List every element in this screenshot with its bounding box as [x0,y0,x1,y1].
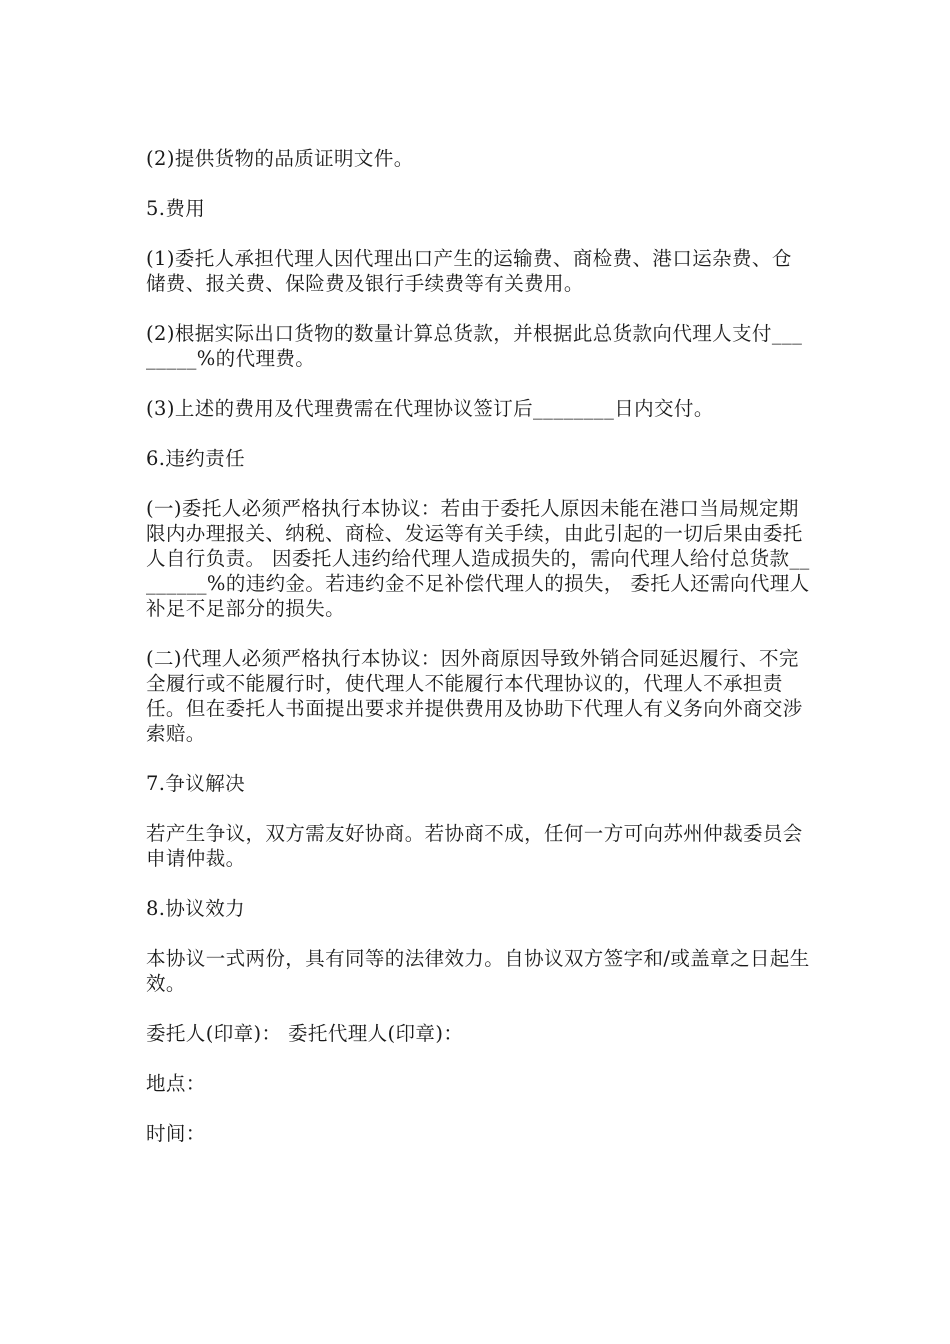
clause-fees-2: (2)根据实际出口货物的数量计算总货款，并根据此总货款向代理人支付________%的代理费。 [146,322,803,370]
section-heading-fees: 5.费用 [146,197,206,220]
section-heading-liability: 6.违约责任 [146,447,246,470]
clause-fees-1: (1)委托人承担代理人因代理出口产生的运输费、商检费、港口运杂费、仓储费、报关费、保险费及银行手续费等有关费用。 [146,247,792,295]
clause-fees-3: (3)上述的费用及代理费需在代理协议签订后________日内交付。 [146,397,714,420]
section-heading-dispute: 7.争议解决 [146,772,246,795]
section-heading-effect: 8.协议效力 [146,897,246,920]
clause-liability-2: (二)代理人必须严格执行本协议：因外商原因导致外销合同延迟履行、不完全履行或不能履行时，使代理人不能履行本代理协议的，代理人不承担责任。但在委托人书面提出要求并提供费用及协助下代理人有义务向外商交涉索赔。 [146,647,803,745]
clause-5-quality-certificate: (2)提供货物的品质证明文件。 [146,147,414,170]
time-line: 时间： [146,1122,206,1145]
place-line: 地点： [146,1072,206,1095]
document-body [146,146,811,1146]
clause-liability-1: (一)委托人必须严格执行本协议：若由于委托人原因未能在港口当局规定期限内办理报关、纳税、商检、发运等有关手续，由此引起的一切后果由委托人自行负责。 因委托人违约给代理人造成损失的，需向代理人给付总货款________%的违约金。若违约金不足补偿代理人的损失， 委托人还需向代理人补足不足部分的损失。 [146,497,810,620]
clause-dispute: 若产生争议，双方需友好协商。若协商不成，任何一方可向苏州仲裁委员会申请仲裁。 [146,822,803,870]
signature-line: 委托人(印章)： 委托代理人(印章)： [146,1022,464,1045]
clause-effect: 本协议一式两份，具有同等的法律效力。自协议双方签字和/或盖章之日起生效。 [146,947,810,995]
